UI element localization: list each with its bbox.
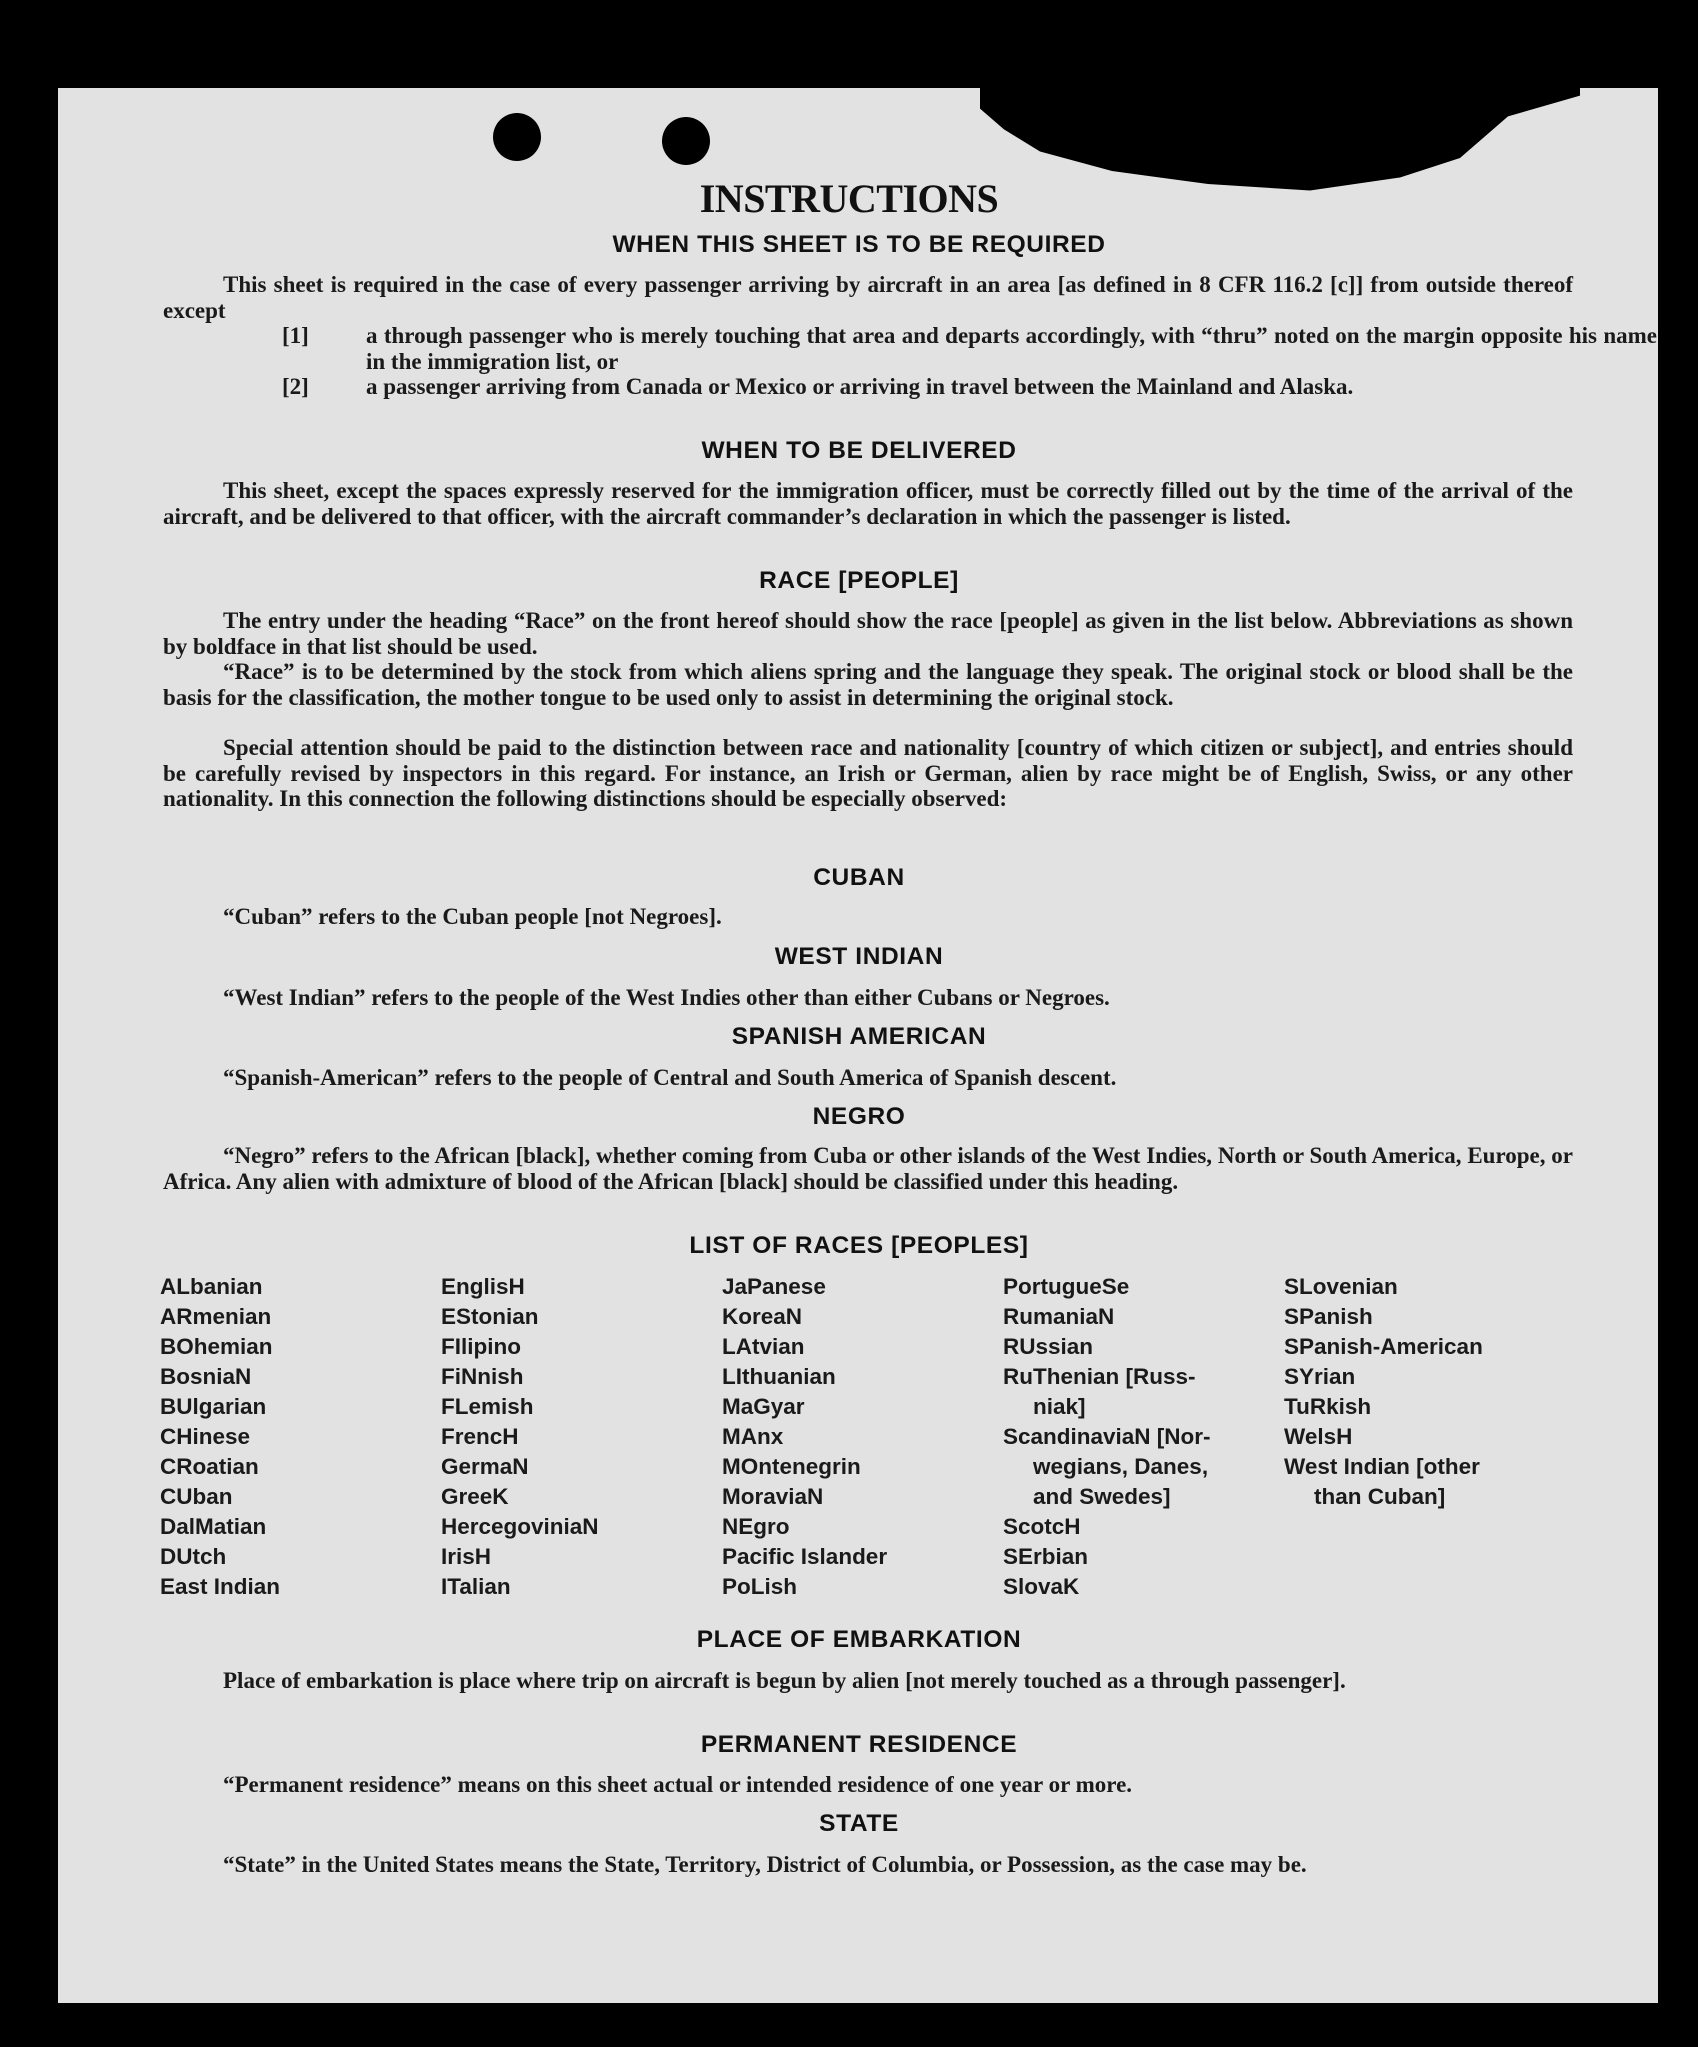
race-item: CRoatian <box>160 1454 259 1479</box>
race-item: CUban <box>160 1484 233 1509</box>
embarkation-text: Place of embarkation is place where trip on aircraft is begun by alien [not merely touched as a through passenger]. <box>223 1668 1346 1693</box>
heading-when-delivered: WHEN TO BE DELIVERED <box>701 437 1017 464</box>
page-title: INSTRUCTIONS <box>699 176 999 221</box>
negro-text: “Negro” refers to the African [black], whether coming from Cuba or other islands of the West Indies, North or South America, Europe, or Africa. Any alien with admixture of blood of the African [black] should be classified under this heading. <box>163 1143 1573 1194</box>
race-item: MAnx <box>722 1424 784 1449</box>
race-item: IrisH <box>441 1544 492 1569</box>
spanish-american-text: “Spanish-American” refers to the people of Central and South America of Spanish descent. <box>223 1065 1117 1090</box>
heading-list-of-races: LIST OF RACES [PEOPLES] <box>689 1232 1029 1259</box>
race-item: WelsH <box>1284 1424 1353 1449</box>
races-column-5 <box>1284 1272 1483 1512</box>
west-indian-text: “West Indian” refers to the people of the West Indies other than either Cubans or Negroes. <box>223 985 1110 1010</box>
race-item: ALbanian <box>160 1274 263 1299</box>
race-item: ScandinaviaN [Nor- <box>1003 1424 1211 1449</box>
race-item: wegians, Danes, <box>1033 1454 1209 1479</box>
race-item: niak] <box>1033 1394 1086 1419</box>
race-item: DUtch <box>160 1544 227 1569</box>
race-paragraph-3: Special attention should be paid to the distinction between race and nationality [country of which citizen or subject], and entries should be carefully revised by inspectors in this regard. For instance, an Irish or German, alien by race might be of English, Swiss, or any other nationality. In this connection the following distinctions should be especially observed: <box>163 735 1573 811</box>
race-item: MOntenegrin <box>722 1454 861 1479</box>
race-item: FiNnish <box>441 1364 524 1389</box>
required-item-2: [2] a passenger arriving from Canada or Mexico or arriving in travel between the Mainland and Alaska. <box>282 374 1354 399</box>
race-item: BosniaN <box>160 1364 252 1389</box>
race-item: LIthuanian <box>722 1364 836 1389</box>
race-item: GermaN <box>441 1454 529 1479</box>
race-item: East Indian <box>160 1574 281 1599</box>
race-item: SYrian <box>1284 1364 1356 1389</box>
heading-cuban: CUBAN <box>813 864 905 891</box>
race-item: SErbian <box>1003 1544 1089 1569</box>
race-item: SPanish <box>1284 1304 1373 1329</box>
race-paragraph-1: The entry under the heading “Race” on the front hereof should show the race [people] as given in the list below. Abbreviations as shown by boldface in that list should be used. <box>163 608 1573 659</box>
race-item: HercegoviniaN <box>441 1514 599 1539</box>
races-column-4 <box>1003 1272 1211 1602</box>
race-item: GreeK <box>441 1484 509 1509</box>
cuban-text: “Cuban” refers to the Cuban people [not Negroes]. <box>223 904 722 929</box>
heading-spanish-american: SPANISH AMERICAN <box>731 1023 987 1050</box>
race-item: ITalian <box>441 1574 511 1599</box>
race-item: PortugueSe <box>1003 1274 1130 1299</box>
race-item: ARmenian <box>160 1304 272 1329</box>
race-paragraph-2: “Race” is to be determined by the stock from which aliens spring and the language they speak. The original stock or blood shall be the basis for the classification, the mother tongue to be used only to assist in determining the original stock. <box>163 659 1573 710</box>
race-item: RuThenian [Russ- <box>1003 1364 1196 1389</box>
races-column-1 <box>160 1272 280 1602</box>
race-item: West Indian [other <box>1284 1454 1480 1479</box>
race-item: TuRkish <box>1284 1394 1372 1419</box>
race-item: BUlgarian <box>160 1394 267 1419</box>
races-column-3 <box>722 1272 887 1602</box>
heading-west-indian: WEST INDIAN <box>774 943 944 970</box>
race-item: CHinese <box>160 1424 251 1449</box>
race-item: NEgro <box>722 1514 790 1539</box>
race-item: EnglisH <box>441 1274 525 1299</box>
race-item: FrencH <box>441 1424 519 1449</box>
race-item: FIlipino <box>441 1334 521 1359</box>
race-item: SlovaK <box>1003 1574 1080 1599</box>
punch-hole <box>493 113 541 161</box>
race-item: MoraviaN <box>722 1484 824 1509</box>
heading-place-of-embarkation: PLACE OF EMBARKATION <box>696 1626 1022 1653</box>
race-item: SPanish-American <box>1284 1334 1483 1359</box>
race-item: SLovenian <box>1284 1274 1398 1299</box>
heading-negro: NEGRO <box>812 1103 906 1130</box>
delivered-text: This sheet, except the spaces expressly reserved for the immigration officer, must be correctly filled out by the time of the arrival of the aircraft, and be delivered to that officer, with the aircraft commander’s declaration in which the passenger is listed. <box>163 478 1573 529</box>
race-item: RumaniaN <box>1003 1304 1115 1329</box>
race-item: BOhemian <box>160 1334 273 1359</box>
heading-permanent-residence: PERMANENT RESIDENCE <box>700 1731 1018 1758</box>
race-item: and Swedes] <box>1033 1484 1171 1509</box>
required-item-1: [1] a through passenger who is merely touching that area and departs accordingly, with “thru” noted on the margin opposite his name in the immigration list, or <box>282 323 1657 374</box>
race-item: Pacific Islander <box>722 1544 888 1569</box>
race-item: DalMatian <box>160 1514 267 1539</box>
races-column-2 <box>441 1272 599 1602</box>
race-item: RUssian <box>1003 1334 1094 1359</box>
heading-race: RACE [PEOPLE] <box>759 567 959 594</box>
race-item: MaGyar <box>722 1394 805 1419</box>
punch-hole <box>662 117 710 165</box>
race-item: PoLish <box>722 1574 798 1599</box>
state-text: “State” in the United States means the State, Territory, District of Columbia, or Possession, as the case may be. <box>223 1852 1307 1877</box>
heading-when-required: WHEN THIS SHEET IS TO BE REQUIRED <box>612 231 1106 258</box>
required-intro: This sheet is required in the case of every passenger arriving by aircraft in an area [as defined in 8 CFR 116.2 [c]] from outside thereof except <box>163 272 1573 323</box>
race-item: FLemish <box>441 1394 534 1419</box>
race-item: than Cuban] <box>1314 1484 1446 1509</box>
race-item: EStonian <box>441 1304 539 1329</box>
race-item: ScotcH <box>1003 1514 1081 1539</box>
race-item: LAtvian <box>722 1334 805 1359</box>
heading-state: STATE <box>819 1810 899 1837</box>
race-item: JaPanese <box>722 1274 826 1299</box>
residence-text: “Permanent residence” means on this sheet actual or intended residence of one year or more. <box>223 1772 1133 1797</box>
race-item: KoreaN <box>722 1304 803 1329</box>
